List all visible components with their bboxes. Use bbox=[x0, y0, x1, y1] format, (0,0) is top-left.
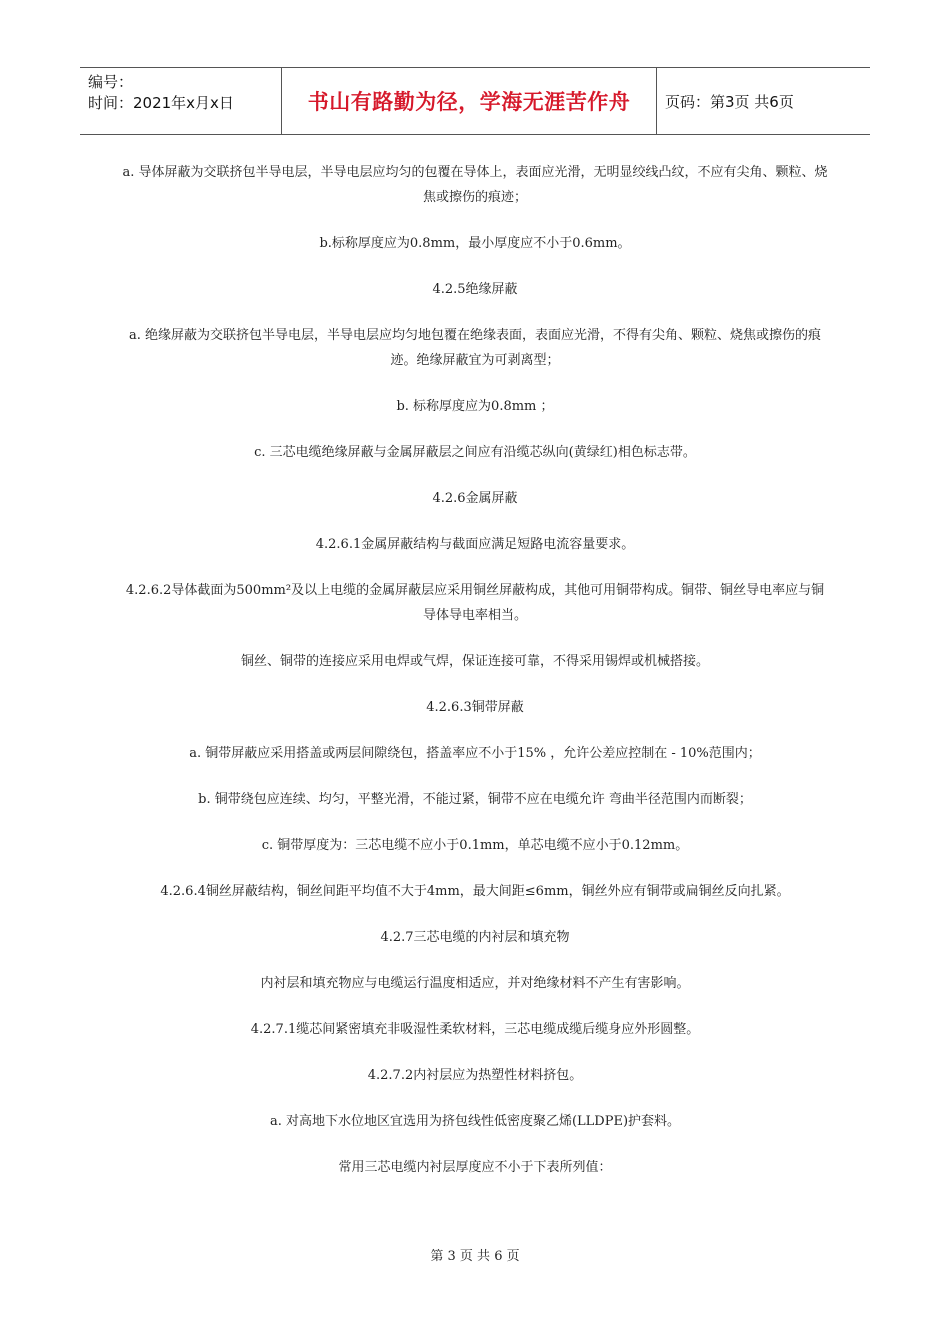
document-number-label: 编号： bbox=[88, 73, 134, 91]
paragraph: 常用三芯电缆内衬层厚度应不小于下表所列值： bbox=[338, 1160, 612, 1175]
section-heading: 4.2.6金属屏蔽 bbox=[432, 491, 518, 506]
paragraph: a. 导体屏蔽为交联挤包半导电层，半导电层应均匀的包覆在导体上，表面应光滑，无明显绞线凸纹，不应有尖角、颗粒、烧焦或擦伤的痕迹； bbox=[122, 165, 828, 205]
header-info-cell bbox=[80, 68, 282, 134]
paragraph: b. 标称厚度应为0.8mm ； bbox=[396, 399, 554, 414]
document-date-label: 时间：2021年x月x日 bbox=[88, 94, 234, 112]
paragraph: 4.2.6.1金属屏蔽结构与截面应满足短路电流容量要求。 bbox=[315, 537, 635, 552]
paragraph: 内衬层和填充物应与电缆运行温度相适应，并对绝缘材料不产生有害影响。 bbox=[260, 976, 690, 991]
section-heading: 4.2.6.3铜带屏蔽 bbox=[426, 700, 524, 715]
paragraph: c. 铜带厚度为：三芯电缆不应小于0.1mm，单芯电缆不应小于0.12mm。 bbox=[261, 838, 689, 853]
paragraph: 4.2.6.4铜丝屏蔽结构，铜丝间距平均值不大于4mm，最大间距≤6mm，铜丝外应有铜带或扁铜丝反向扎紧。 bbox=[160, 884, 790, 899]
paragraph: 4.2.7.1缆芯间紧密填充非吸湿性柔软材料，三芯电缆成缆后缆身应外形圆整。 bbox=[250, 1022, 700, 1037]
paragraph: b. 铜带绕包应连续、均匀，平整光滑，不能过紧，铜带不应在电缆允许 弯曲半径范围内而断裂； bbox=[198, 792, 752, 807]
paragraph: a. 对高地下水位地区宜选用为挤包线性低密度聚乙烯(LLDPE)护套料。 bbox=[269, 1114, 681, 1129]
paragraph: a. 铜带屏蔽应采用搭盖或两层间隙绕包，搭盖率应不小于15% ，允许公差应控制在 - 10%范围内； bbox=[189, 746, 761, 761]
paragraph: 4.2.6.2导体截面为500mm²及以上电缆的金属屏蔽层应采用铜丝屏蔽构成，其他可用铜带构成。铜带、铜丝导电率应与铜导体导电率相当。 bbox=[125, 583, 825, 623]
paragraph: b.标称厚度应为0.8mm，最小厚度应不小于0.6mm。 bbox=[319, 236, 631, 251]
header-motto: 书山有路勤为径，学海无涯苦作舟 bbox=[282, 68, 657, 134]
paragraph: c. 三芯电缆绝缘屏蔽与金属屏蔽层之间应有沿缆芯纵向(黄绿红)相色标志带。 bbox=[254, 445, 696, 460]
section-heading: 4.2.5绝缘屏蔽 bbox=[432, 282, 518, 297]
section-heading: 4.2.7三芯电缆的内衬层和填充物 bbox=[380, 930, 570, 945]
page-footer: 第 3 页 共 6 页 bbox=[430, 1249, 520, 1264]
paragraph: a. 绝缘屏蔽为交联挤包半导电层，半导电层应均匀地包覆在绝缘表面，表面应光滑，不得有尖角、颗粒、烧焦或擦伤的痕迹。绝缘屏蔽宜为可剥离型； bbox=[128, 328, 822, 368]
page-header bbox=[80, 67, 870, 135]
paragraph: 铜丝、铜带的连接应采用电焊或气焊，保证连接可靠，不得采用锡焊或机械搭接。 bbox=[240, 654, 709, 669]
header-page-label: 页码：第3页 共6页 bbox=[665, 92, 794, 111]
document-body bbox=[120, 160, 830, 1201]
paragraph: 4.2.7.2内衬层应为热塑性材料挤包。 bbox=[367, 1068, 583, 1083]
